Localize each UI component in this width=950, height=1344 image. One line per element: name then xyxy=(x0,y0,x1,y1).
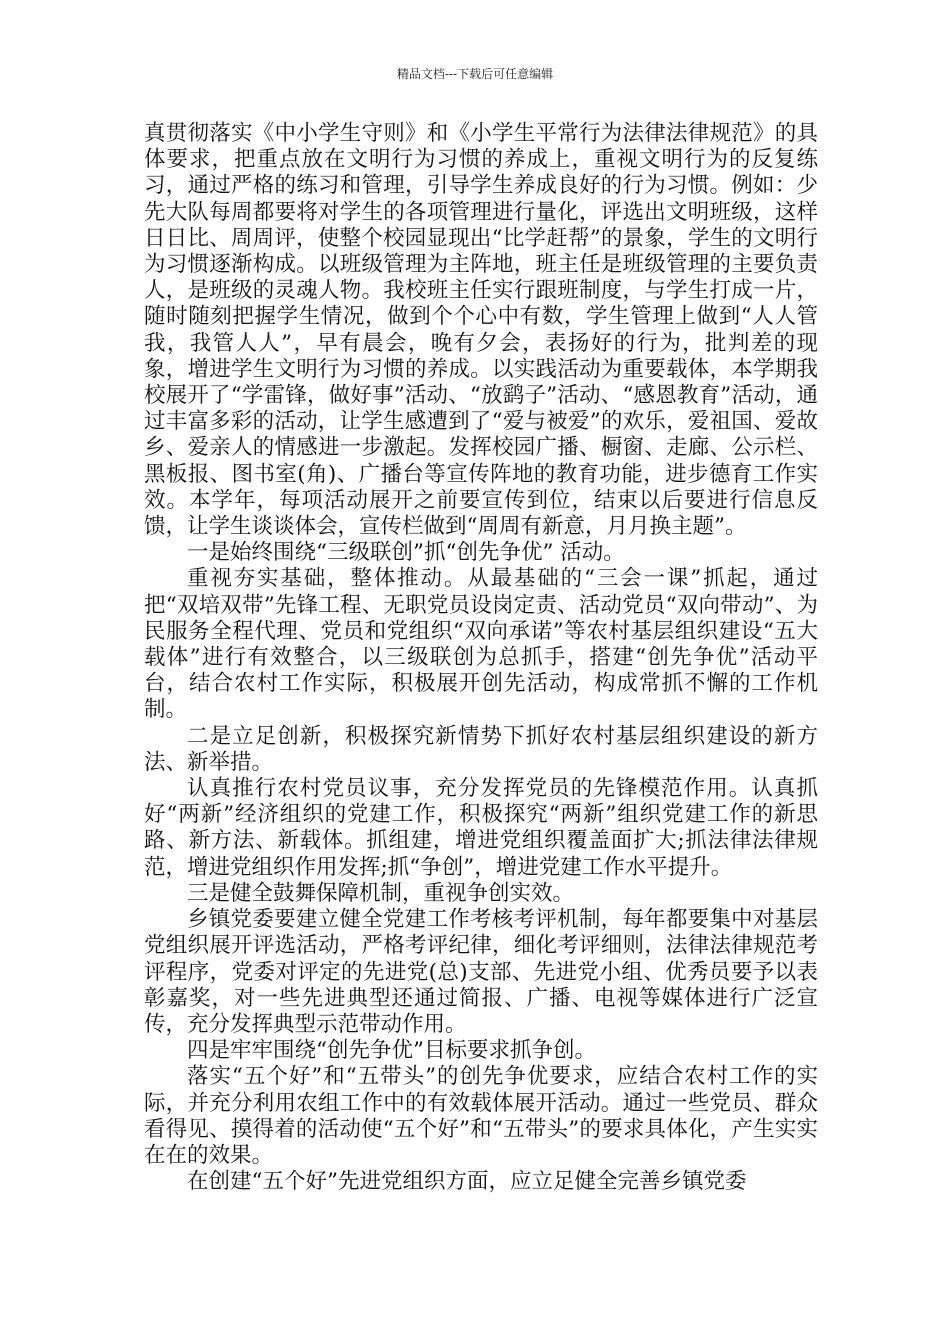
paragraph-5: 认真推行农村党员议事，充分发挥党员的先锋模范作用。认真抓好“两新”经济组织的党建工作，积极探究“两新”组织党建工作的新思路、新方法、新载体。抓组建，增进党组织覆盖面扩大;抓法律法律规范，增进党组织作用发挥;抓“争创”，增进党建工作水平提升。 xyxy=(144,776,818,880)
paragraph-7: 乡镇党委要建立健全党建工作考核考评机制，每年都要集中对基层党组织展开评选活动，严格考评纪律，细化考评细则，法律法律规范考评程序，党委对评定的先进党(总)支部、先进党小组、优秀员要予以表彰嘉奖，对一些先进典型还通过简报、广播、电视等媒体进行广泛宣传，充分发挥典型示范带动作用。 xyxy=(144,907,818,1037)
document-body xyxy=(144,121,818,1195)
paragraph-8: 四是牢牢围绕“创先争优”目标要求抓争创。 xyxy=(187,1038,596,1064)
paragraph-9: 落实“五个好”和“五带头”的创先争优要求，应结合农村工作的实际，并充分利用农组工作中的有效载体展开活动。通过一些党员、群众看得见、摸得着的活动使“五个好”和“五带头”的要求具体化，产生实实在在的效果。 xyxy=(144,1064,818,1168)
paragraph-2: 一是始终围绕“三级联创”抓“创先争优” 活动。 xyxy=(187,540,625,566)
paragraph-3: 重视夯实基础，整体推动。从最基础的“三会一课”抓起，通过把“双培双带”先锋工程、无职党员设岗定责、活动党员“双向带动”、为民服务全程代理、党员和党组织“双向承诺”等农村基层组织建设“五大载体”进行有效整合，以三级联创为总抓手，搭建“创先争优”活动平台，结合农村工作实际，积极展开创先活动，构成常抓不懈的工作机制。 xyxy=(144,566,818,723)
paragraph-10: 在创建“五个好”先进党组织方面，应立足健全完善乡镇党委 xyxy=(187,1169,747,1195)
page-header: 精品文档---下载后可任意编辑 xyxy=(396,67,554,81)
paragraph-6: 三是健全鼓舞保障机制，重视争创实效。 xyxy=(187,880,575,906)
paragraph-1: 真贯彻落实《中小学生守则》和《小学生平常行为法律法律规范》的具体要求，把重点放在文明行为习惯的养成上，重视文明行为的反复练习，通过严格的练习和管理，引导学生养成良好的行为习惯。例如：少先大队每周都要将对学生的各项管理进行量化，评选出文明班级，这样日日比、周周评，使整个校园显现出“比学赶帮”的景象，学生的文明行为习惯逐渐构成。以班级管理为主阵地，班主任是班级管理的主要负责人，是班级的灵魂人物。我校班主任实行跟班制度，与学生打成一片，随时随刻把握学生情况，做到个个心中有数，学生管理上做到“人人管我，我管人人”，早有晨会，晚有夕会，表扬好的行为，批判差的现象，增进学生文明行为习惯的养成。以实践活动为重要载体，本学期我校展开了“学雷锋，做好事”活动、“放鹞子”活动、“感恩教育”活动，通过丰富多彩的活动，让学生感遭到了“爱与被爱”的欢乐，爱祖国、爱故乡、爱亲人的情感进一步激起。发挥校园广播、橱窗、走廊、公示栏、黑板报、图书室(角)、广播台等宣传阵地的教育功能，进步德育工作实效。本学年，每项活动展开之前要宣传到位，结束以后要进行信息反馈，让学生谈谈体会，宣传栏做到“周周有新意，月月换主题”。 xyxy=(144,121,818,540)
paragraph-4: 二是立足创新，积极探究新情势下抓好农村基层组织建设的新方法、新举措。 xyxy=(144,723,818,775)
